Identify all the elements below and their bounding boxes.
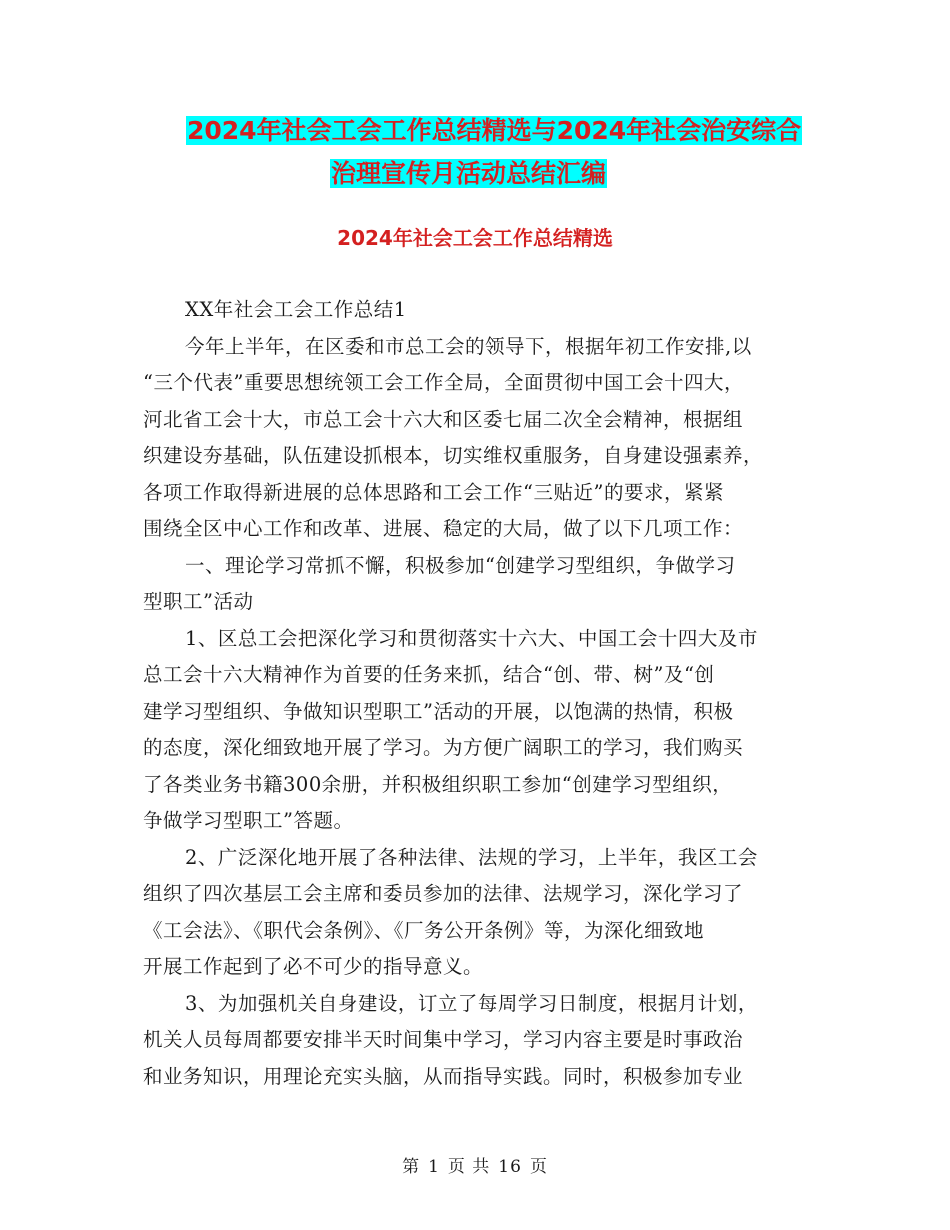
section-title: 2024年社会工会工作总结精选 bbox=[337, 226, 613, 250]
footer-middle: 页 共 bbox=[447, 1157, 491, 1177]
body-line: 今年上半年，在区委和市总工会的领导下，根据年初工作安排,以 bbox=[185, 334, 752, 358]
body-line: 《工会法》、《职代会条例》、《厂务公开条例》等，为深化细致地 bbox=[143, 918, 705, 942]
document-title-line-1 bbox=[186, 113, 906, 149]
body-line: 1、区总工会把深化学习和贯彻落实十六大、中国工会十四大及市 bbox=[185, 626, 758, 650]
body-line: 组织了四次基层工会主席和委员参加的法律、法规学习，深化学习了 bbox=[143, 882, 744, 905]
body-line: XX年社会工会工作总结1 bbox=[185, 298, 407, 321]
body-line: 围绕全区中心工作和改革、进展、稳定的大局，做了以下几项工作： bbox=[143, 517, 744, 540]
body-line: 总工会十六大精神作为首要的任务来抓，结合“创、带、树”及“创 bbox=[143, 663, 715, 686]
footer-prefix: 第 bbox=[402, 1157, 421, 1177]
body-line: 各项工作取得新进展的总体思路和工会工作“三贴近”的要求，紧紧 bbox=[143, 480, 724, 504]
body-line: 争做学习型职工”答题。 bbox=[143, 809, 354, 832]
document-body bbox=[143, 292, 813, 1095]
footer-total-pages: 16 bbox=[498, 1157, 522, 1177]
body-line: “三个代表”重要思想统领工会工作全局，全面贯彻中国工会十四大， bbox=[143, 371, 744, 394]
body-line: 建学习型组织、争做知识型职工”活动的开展，以饱满的热情，积极 bbox=[143, 699, 734, 723]
title-highlight-1: 2024年社会工会工作总结精选与2024年社会治安综合 bbox=[187, 116, 802, 145]
document-title-line-2 bbox=[330, 156, 950, 192]
page-footer bbox=[0, 1152, 950, 1177]
body-line: 3、为加强机关自身建设，订立了每周学习日制度，根据月计划， bbox=[185, 991, 758, 1015]
body-line: 一、理论学习常抓不懈，积极参加“创建学习型组织，争做学习 bbox=[185, 553, 736, 577]
body-line: 型职工”活动 bbox=[143, 590, 254, 613]
body-line: 和业务知识，用理论充实头脑，从而指导实践。同时，积极参加专业 bbox=[143, 1064, 744, 1088]
footer-suffix: 页 bbox=[529, 1157, 548, 1177]
body-line: 2、广泛深化地开展了各种法律、法规的学习，上半年，我区工会 bbox=[185, 845, 758, 869]
body-line: 织建设夯基础，队伍建设抓根本，切实维权重服务，自身建设强素养， bbox=[143, 444, 764, 467]
footer-page-number: 1 bbox=[428, 1157, 440, 1177]
body-line: 河北省工会十大，市总工会十六大和区委七届二次全会精神，根据组 bbox=[143, 407, 744, 431]
body-line: 机关人员每周都要安排半天时间集中学习，学习内容主要是时事政治 bbox=[143, 1028, 744, 1051]
body-line: 开展工作起到了必不可少的指导意义。 bbox=[143, 955, 484, 978]
title-highlight-2: 治理宣传月活动总结汇编 bbox=[331, 159, 607, 188]
body-line: 了各类业务书籍300余册，并积极组织职工参加“创建学习型组织， bbox=[143, 772, 733, 796]
body-line: 的态度，深化细致地开展了学习。为方便广阔职工的学习，我们购买 bbox=[143, 736, 744, 759]
